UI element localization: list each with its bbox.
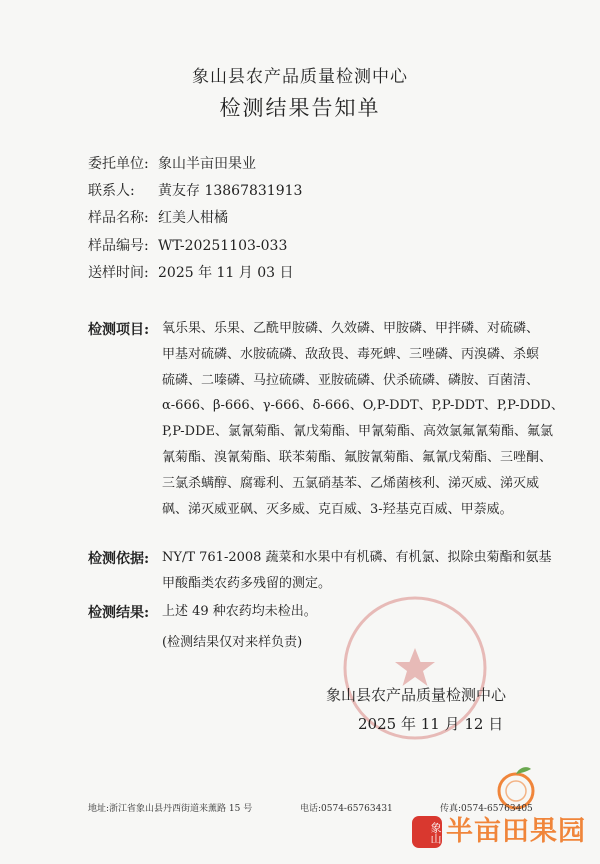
test-result-text — [162, 602, 317, 628]
signature-date: 2025 年 11 月 12 日 — [358, 715, 504, 733]
info-label: 联系人: — [88, 183, 135, 199]
info-row-client — [88, 154, 256, 174]
info-value: 黄友存 13867831913 — [158, 183, 303, 199]
test-items-list — [162, 319, 564, 525]
test-items-line: 三氯杀螨醇、腐霉利、五氯硝基苯、乙烯菌核利、涕灭威、涕灭威 — [162, 475, 540, 491]
test-items-line: 甲基对硫磷、水胺硫磷、敌敌畏、毒死蜱、三唑磷、丙溴磷、杀螟 — [162, 346, 540, 362]
test-items-line: 硫磷、二嗪磷、马拉硫磷、亚胺硫磷、伏杀硫磷、磷胺、百菌清、 — [162, 372, 540, 388]
info-row-submit-date — [88, 263, 294, 283]
info-label: 送样时间: — [88, 265, 149, 281]
test-items-line: 氧乐果、乐果、乙酰甲胺磷、久效磷、甲胺磷、甲拌磷、对硫磷、 — [162, 321, 540, 336]
footer-fax: 传真:0574-65763405 — [440, 804, 533, 814]
info-value: 红美人柑橘 — [158, 210, 228, 226]
test-result-label: 检测结果: — [88, 605, 150, 621]
org-title: 象山县农产品质量检测中心 — [192, 67, 408, 87]
footer-phone: 电话:0574-65763431 — [300, 804, 393, 814]
info-value: 象山半亩田果业 — [158, 156, 256, 172]
info-label: 样品编号: — [88, 238, 149, 254]
info-value: 2025 年 11 月 03 日 — [158, 265, 294, 281]
signature-org: 象山县农产品质量检测中心 — [326, 686, 507, 704]
info-label: 样品名称: — [88, 210, 149, 226]
info-value: WT-20251103-033 — [158, 238, 288, 254]
test-basis-label: 检测依据: — [88, 551, 150, 567]
test-basis-line: 甲酸酯类农药多残留的测定。 — [162, 575, 332, 591]
info-row-sample-id — [88, 236, 287, 256]
info-row-contact — [88, 181, 302, 201]
test-items-line: P,P-DDE、氯氰菊酯、氰戊菊酯、甲氰菊酯、高效氯氟氰菊酯、氟氯 — [162, 424, 554, 440]
test-items-line: α-666、β-666、γ-666、δ-666、O,P-DDT、P,P-DDT、P,P-DDD、 — [162, 398, 564, 414]
test-basis-line: NY/T 761-2008 蔬菜和水果中有机磷、有机氯、拟除虫菊酯和氨基 — [162, 550, 552, 565]
test-result-line: 上述 49 种农药均未检出。 — [162, 604, 317, 619]
info-row-sample-name — [88, 208, 228, 228]
brand-badge: 象山 — [412, 816, 442, 848]
footer-address: 地址:浙江省象山县丹西街道来薰路 15 号 — [88, 804, 253, 814]
test-items-line: 砜、涕灭威亚砜、灭多威、克百威、3-羟基克百威、甲萘威。 — [162, 501, 513, 517]
test-items-line: 氰菊酯、溴氰菊酯、联苯菊酯、氟胺氰菊酯、氟氰戊菊酯、三唑酮、 — [162, 449, 553, 465]
disclaimer-note: (检测结果仅对来样负责) — [162, 635, 303, 650]
test-items-label: 检测项目: — [88, 322, 150, 338]
doc-title: 检测结果告知单 — [219, 96, 381, 120]
info-label: 委托单位: — [88, 156, 149, 172]
brand-logo — [412, 812, 590, 856]
brand-name: 半亩田果园 — [446, 816, 586, 847]
